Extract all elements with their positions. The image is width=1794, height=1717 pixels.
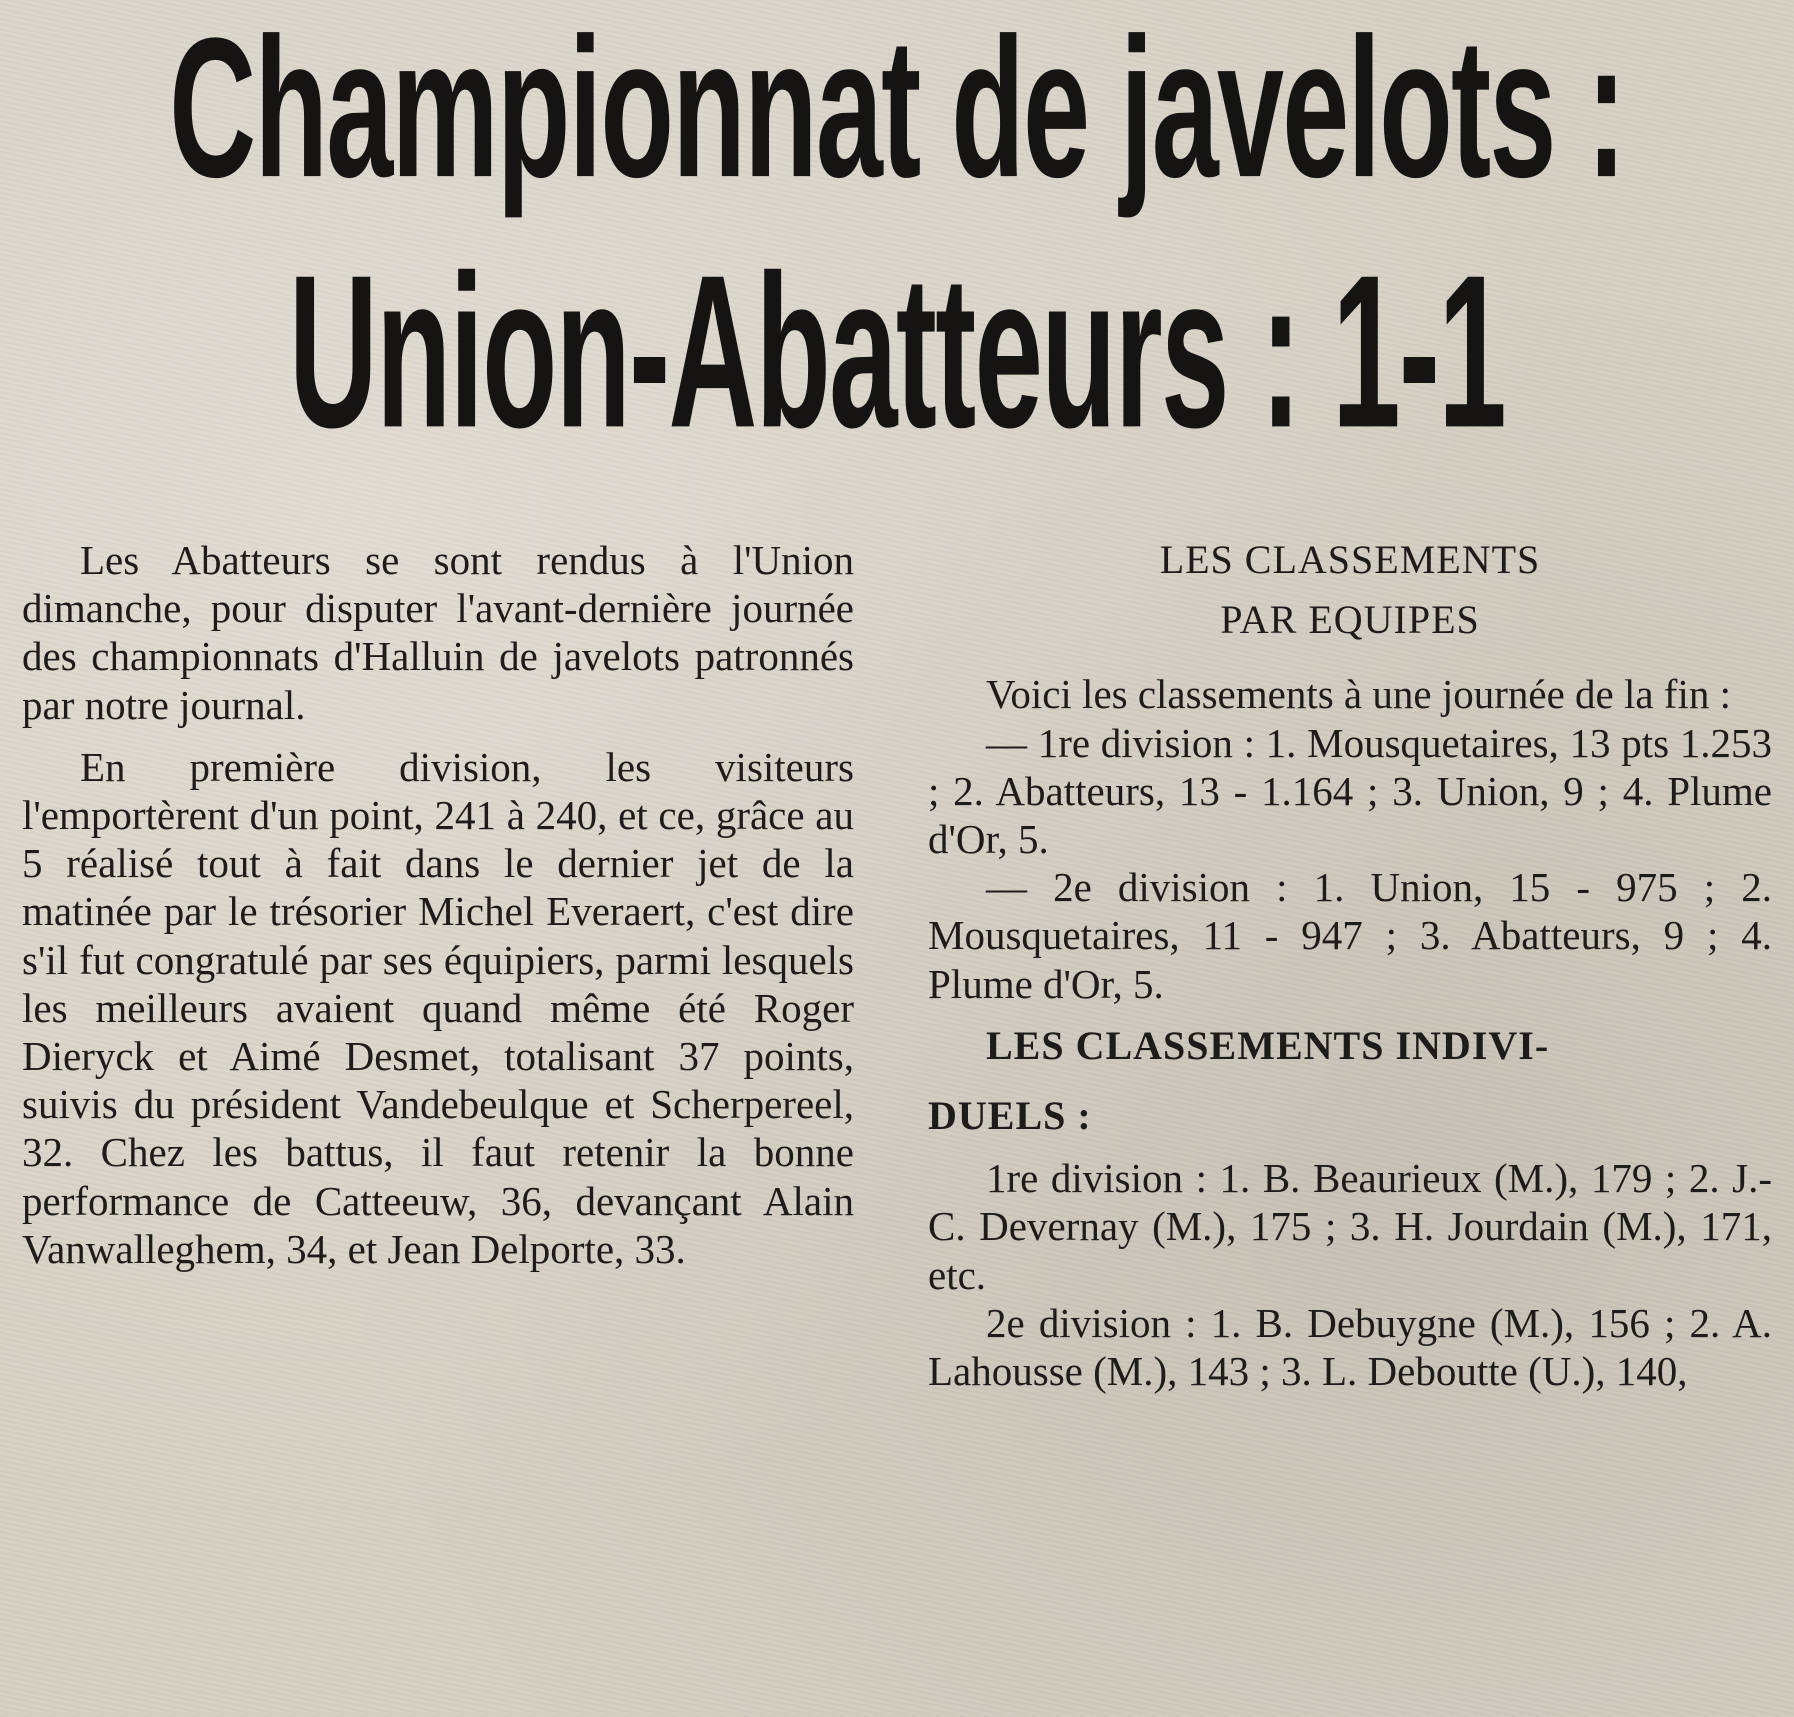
individual-heading-part-1: LES CLASSEMENTS INDIVI- (986, 1022, 1550, 1068)
right-column (928, 536, 1772, 1395)
rankings-intro: Voici les classements à une journée de la fin : (986, 671, 1731, 718)
individual-rankings-heading (928, 1022, 1772, 1140)
headline-line-1: Championnat de javelots : (169, 0, 1625, 219)
individual-heading-part-2: DUELS : (928, 1093, 1092, 1139)
left-column (22, 536, 854, 1273)
team-ranking-division-1: — 1re division : 1. Mousquetaires, 13 pts 1.253 ; 2. Abatteurs, 13 - 1.164 ; 3. Union, 9 ; 4. Plume d'Or, 5. (928, 719, 1772, 863)
team-rankings-heading: LES CLASSEMENTS (1159, 537, 1541, 582)
paragraph-intro: Les Abatteurs se sont rendus à l'Union dimanche, pour disputer l'avant-dernière journée des championnats d'Halluin de javelots patronnés par notre journal. (22, 537, 854, 728)
individual-ranking-division-2: 2e division : 1. B. Debuygne (M.), 156 ; 2. A. Lahousse (M.), 143 ; 3. L. Deboutte (U.), 140, (928, 1299, 1772, 1395)
team-ranking-division-2: — 2e division : 1. Union, 15 - 975 ; 2. Mousquetaires, 11 - 947 ; 3. Abatteurs, 9 ; 4. Plume d'Or, 5. (928, 864, 1772, 1007)
headline-line-2: Union-Abatteurs : 1-1 (288, 229, 1506, 473)
paragraph-first-division: En première division, les visiteurs l'emportèrent d'un point, 241 à 240, et ce, grâce au 5 réalisé tout à fait dans le dernier jet de la matinée par le trésorier Michel Everaert, c'est dire s'il fut congratulé par ses équipiers, parmi lesquels les meilleurs avaient quand même été Roger Dieryck et Aimé Desmet, totalisant 37 points, suivis du président Vandebeulque et Scherpereel, 32. Chez les battus, il faut retenir la bonne performance de Catteeuw, 36, devançant Alain Vanwalleghem, 34, et Jean Delporte, 33. (22, 743, 854, 1272)
individual-ranking-division-1: 1re division : 1. B. Beaurieux (M.), 179 ; 2. J.-C. Devernay (M.), 175 ; 3. H. Jourdain (M.), 171, etc. (928, 1155, 1772, 1298)
team-rankings-subheading: PAR EQUIPES (1220, 597, 1480, 643)
